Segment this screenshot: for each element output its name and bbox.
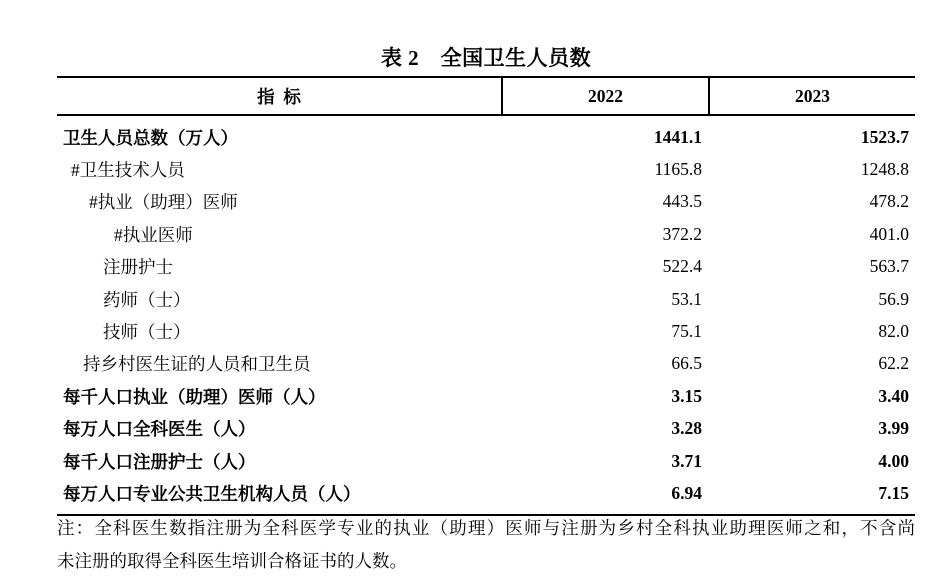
table-row bbox=[57, 121, 915, 153]
value-2023-cell: 563.7 bbox=[869, 256, 909, 277]
value-2023-cell: 1523.7 bbox=[860, 126, 909, 147]
value-2023-cell: 3.99 bbox=[878, 418, 909, 439]
value-2023-cell: 62.2 bbox=[878, 353, 909, 374]
value-2023-cell: 3.40 bbox=[878, 385, 909, 406]
value-2022-cell: 1441.1 bbox=[653, 126, 702, 147]
indicator-cell: 卫生人员总数（万人） bbox=[63, 127, 238, 148]
value-2022-cell: 3.71 bbox=[671, 450, 702, 471]
indicator-cell: 每万人口全科医生（人） bbox=[63, 419, 256, 440]
table-row bbox=[57, 413, 915, 445]
table-row bbox=[57, 218, 915, 250]
value-2022-cell: 75.1 bbox=[671, 321, 702, 342]
value-2022-cell: 522.4 bbox=[662, 256, 702, 277]
indicator-cell: #卫生技术人员 bbox=[71, 160, 185, 181]
value-2022-cell: 372.2 bbox=[662, 223, 702, 244]
value-2023-cell: 478.2 bbox=[869, 191, 909, 212]
indicator-cell: 每万人口专业公共卫生机构人员（人） bbox=[63, 483, 361, 504]
table-row bbox=[57, 283, 915, 315]
value-2022-cell: 443.5 bbox=[662, 191, 702, 212]
indicator-cell: #执业（助理）医师 bbox=[89, 192, 238, 213]
value-2023-cell: 82.0 bbox=[878, 321, 909, 342]
header-indicator: 指 标 bbox=[257, 86, 301, 107]
table-row bbox=[57, 445, 915, 477]
value-2023-cell: 401.0 bbox=[869, 223, 909, 244]
table-row bbox=[57, 315, 915, 347]
table-title: 表 2 全国卫生人员数 bbox=[380, 46, 592, 70]
note-line-2: 未注册的取得全科医生培训合格证书的人数。 bbox=[57, 551, 407, 571]
value-2022-cell: 3.28 bbox=[671, 418, 702, 439]
indicator-cell: 技师（士） bbox=[103, 322, 191, 343]
indicator-cell: 每千人口注册护士（人） bbox=[63, 451, 256, 472]
value-2022-cell: 53.1 bbox=[671, 288, 702, 309]
value-2022-cell: 66.5 bbox=[671, 353, 702, 374]
table-row bbox=[57, 186, 915, 218]
table-header-row bbox=[57, 78, 915, 116]
value-2022-cell: 6.94 bbox=[671, 482, 702, 503]
table-row bbox=[57, 348, 915, 380]
table-note bbox=[57, 512, 915, 578]
header-year-2023: 2023 bbox=[708, 78, 915, 114]
note-line-1: 注：全科医生数指注册为全科医学专业的执业（助理）医师与注册为乡村全科执业助理医师之和，不含尚 bbox=[57, 518, 915, 538]
table-row bbox=[57, 380, 915, 412]
indicator-cell: 药师（士） bbox=[103, 289, 191, 310]
indicator-cell: 持乡村医生证的人员和卫生员 bbox=[83, 354, 311, 375]
value-2022-cell: 1165.8 bbox=[654, 159, 702, 180]
indicator-cell: 注册护士 bbox=[103, 257, 173, 278]
table-body bbox=[57, 116, 915, 514]
indicator-cell: 每千人口执业（助理）医师（人） bbox=[63, 386, 326, 407]
value-2022-cell: 3.15 bbox=[671, 385, 702, 406]
table-row bbox=[57, 477, 915, 509]
value-2023-cell: 7.15 bbox=[878, 482, 909, 503]
value-2023-cell: 4.00 bbox=[878, 450, 909, 471]
table-row bbox=[57, 251, 915, 283]
value-2023-cell: 56.9 bbox=[878, 288, 909, 309]
header-year-2022: 2022 bbox=[501, 78, 708, 114]
health-personnel-table bbox=[57, 76, 915, 516]
value-2023-cell: 1248.8 bbox=[860, 159, 909, 180]
table-row bbox=[57, 153, 915, 185]
indicator-cell: #执业医师 bbox=[114, 224, 193, 245]
